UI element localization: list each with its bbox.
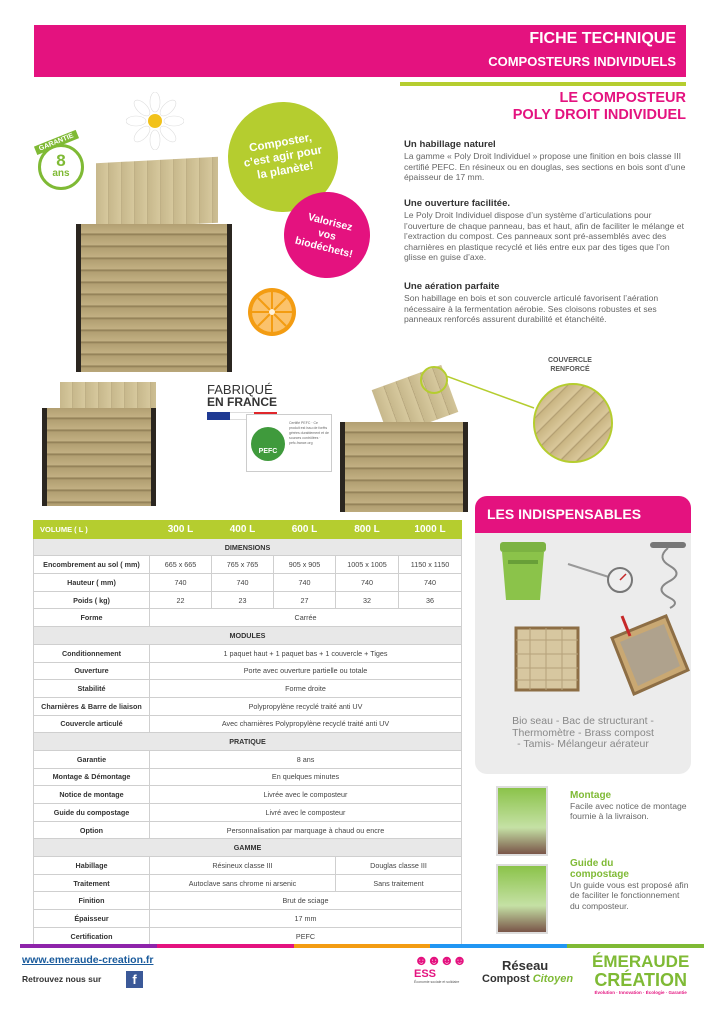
pefc-tree-icon: PEFC [251,427,285,461]
cell: 1 paquet haut + 1 paquet bas + 1 couvercle + Tiges [150,644,462,662]
section-row [34,627,462,645]
row-label: Hauteur ( mm) [34,574,150,592]
row-label: Ouverture [34,662,150,680]
feature-aeration [404,282,688,325]
row-label: Finition [34,892,150,910]
volume-value: 600 L [274,521,336,539]
table-row [34,697,462,715]
zoom-label [548,356,592,374]
cell: 740 [150,574,212,592]
cell: Sans traitement [336,874,462,892]
emeraude-line2: CRÉATION [594,970,687,990]
compost-mixer-icon [640,540,690,610]
ess-subtitle: Économie sociale et solidaire [414,980,460,984]
cell: 17 mm [150,910,462,928]
cell: Avec charnières Polypropylène recyclé traité anti UV [150,715,462,733]
table-row [34,715,462,733]
cell: Porte avec ouverture partielle ou totale [150,662,462,680]
row-label: Garantie [34,750,150,768]
zoom-source-circle [420,366,448,394]
zoom-label-line1: COUVERCLE [548,357,592,364]
row-label: Traitement [34,874,150,892]
table-row [34,556,462,574]
table-row [34,786,462,804]
cell: 740 [336,574,399,592]
cell: 1150 x 1150 [399,556,462,574]
zoom-connector-line [446,372,538,412]
row-label: Certification [34,927,150,945]
row-label: Charnières & Barre de liaison [34,697,150,715]
composter-body [340,422,468,512]
follow-label: Retrouvez nous sur [22,974,102,984]
feature-title: Un habillage naturel [404,139,496,150]
items-line: Bio seau - Bac de structurant - [512,715,654,727]
reseau-line1: Réseau [502,958,549,973]
feature-title: Une aération parfaite [404,281,500,292]
guide-title-line1: Guide du [570,858,614,869]
table-row [34,768,462,786]
cell: 22 [150,591,212,609]
people-figures-icon: ☻☻☻☻ [414,952,465,968]
montage-text: Facile avec notice de montage fournie à la livraison. [570,801,687,822]
cell: Livrée avec le composteur [150,786,462,804]
reseau-compost-logo [482,958,573,985]
cell: Autoclave sans chrome ni arsenic [150,874,336,892]
structurant-bin-icon [510,620,584,696]
section-title: DIMENSIONS [34,538,462,556]
guide-booklet-image [496,864,548,934]
guide-title-line2: compostage [570,869,629,880]
section-row [34,839,462,857]
guide-text: Un guide vous est proposé afin de faciliter le fonctionnement du composteur. [570,880,689,911]
cell: 27 [274,591,336,609]
table-row [34,609,462,627]
table-row [34,591,462,609]
composter-body [42,408,156,506]
pefc-text: Certifié PEFC · Ce produit est issu de forêts gérées durablement et de sources contrôlées · pefc-france.org [289,421,329,445]
montage-title: Montage [570,790,612,801]
cell: Résineux classe III [150,857,336,875]
table-row [34,821,462,839]
table-row [34,574,462,592]
fabrique-line1: FABRIQUÉ [207,382,273,397]
volume-value: 400 L [212,521,274,539]
row-label: Option [34,821,150,839]
volume-value: 800 L [336,521,399,539]
section-row [34,538,462,556]
table-row [34,874,462,892]
pefc-label [246,414,332,472]
orange-slice-icon [247,287,297,337]
emeraude-line1: ÉMERAUDE [592,952,690,971]
table-row [34,750,462,768]
feature-title: Une ouverture facilitée. [404,198,511,209]
facebook-icon[interactable]: f [126,971,143,988]
daisy-flower-icon [126,92,184,150]
composter-body [76,224,232,372]
montage-booklet-image [496,786,548,856]
feature-text: Son habillage en bois et son couvercle articulé favorisent l’aération nécessaire à la fermentation aérobie. Ses cloisons robustes et ses panneaux renforcés assurent durabilité et étanchéité. [404,293,659,325]
cell: En quelques minutes [150,768,462,786]
table-row [34,857,462,875]
zoom-detail-circle [533,383,613,463]
slogan-text: Composter, c’est agir pour la planète! [242,131,324,182]
items-line: - Tamis- Mélangeur aérateur [517,738,649,750]
section-title: MODULES [34,627,462,645]
cell: 23 [212,591,274,609]
footer-color-bar [20,944,704,948]
website-link[interactable]: www.emeraude-creation.fr [22,954,154,966]
header-band [34,25,686,77]
cell: 905 x 905 [274,556,336,574]
cell: 740 [399,574,462,592]
cell: Brut de sciage [150,892,462,910]
row-label: Stabilité [34,680,150,698]
section-title: GAMME [34,839,462,857]
cell: PEFC [150,927,462,945]
table-row [34,662,462,680]
table-row [34,680,462,698]
fabrique-line2: EN FRANCE [207,395,278,409]
header-title: FICHE TECHNIQUE [529,30,676,47]
cell: Forme droite [150,680,462,698]
table-row [34,927,462,945]
row-label: Montage & Démontage [34,768,150,786]
cell: Douglas classe III [336,857,462,875]
spec-table [33,520,462,946]
indispensables-title: LES INDISPENSABLES [475,496,691,533]
product-title-line1: LE COMPOSTEUR [559,90,686,106]
cell: 765 x 765 [212,556,274,574]
volume-value: 300 L [150,521,212,539]
reseau-compost-word: Compost [482,973,530,985]
row-label: Habillage [34,857,150,875]
indispensables-items [480,716,686,751]
row-label: Guide du compostage [34,804,150,822]
row-label: Épaisseur [34,910,150,928]
cell: 665 x 665 [150,556,212,574]
cell: 32 [336,591,399,609]
cell: 1005 x 1005 [336,556,399,574]
row-label: Encombrement au sol ( mm) [34,556,150,574]
row-label: Notice de montage [34,786,150,804]
valorisez-text: Valorisez vos biodéchets! [293,210,355,261]
feature-ouverture [404,199,688,262]
feature-habillage [404,140,688,183]
cell: 36 [399,591,462,609]
product-title-line2: POLY DROIT INDIVIDUEL [512,107,686,123]
sieve-icon [608,608,692,702]
montage-info [570,790,690,822]
cell: Livré avec le composteur [150,804,462,822]
composter-lid [96,157,218,229]
items-line: Thermomètre - Brass compost [512,726,654,739]
table-row [34,910,462,928]
reseau-line2 [482,973,573,985]
feature-text: La gamme « Poly Droit Individuel » propose une finition en bois classe III certifié PEFC. En résineux ou en douglas, ses sections en bois sont d’une épaisseur de 17 mm. [404,151,686,183]
reseau-citoyen-word: Citoyen [532,973,574,985]
cell: Personnalisation par marquage à chaud ou encre [150,821,462,839]
table-row [34,804,462,822]
section-title: PRATIQUE [34,733,462,751]
cell: 740 [212,574,274,592]
cell: Polypropylène recyclé traité anti UV [150,697,462,715]
composter-photo-main [76,160,232,372]
composter-photo-small [42,382,160,506]
emeraude-creation-logo [592,953,689,996]
feature-text: Le Poly Droit Individuel dispose d’un système d’articulations pour l’ouverture de chaque panneau, bas et haut, afin de faciliter le mélange et l’extraction du compost. Ces panneaux sont pré-assemblés avec des charnières en plastique recyclé et liés entre eux par des tiges que l’on glisse en guise d’axe. [404,210,684,263]
volume-value: 1000 L [399,521,462,539]
cell: 740 [274,574,336,592]
cell: Carrée [150,609,462,627]
row-label: Forme [34,609,150,627]
guide-info [570,858,690,911]
garantie-unit: ans [52,168,70,179]
title-divider [400,82,686,86]
row-label: Poids ( kg) [34,591,150,609]
header-subtitle: COMPOSTEURS INDIVIDUELS [488,54,676,69]
emeraude-tagline: Évolution · Innovation · Écologie · Garantie [594,990,687,995]
zoom-label-line2: RENFORCÉ [550,366,590,373]
table-row [34,892,462,910]
ess-logo [414,952,484,1000]
volume-row [34,521,462,539]
garantie-number: 8 [56,151,66,170]
volume-label: VOLUME ( L ) [34,521,150,539]
thermometer-icon [566,556,638,596]
garantie-ribbon: GARANTIE [34,130,79,155]
table-row [34,644,462,662]
ess-label: ESS [414,968,437,980]
row-label: Conditionnement [34,644,150,662]
row-label: Couvercle articulé [34,715,150,733]
cell: 8 ans [150,750,462,768]
bio-bucket-icon [496,540,550,602]
product-title [513,90,686,124]
section-row [34,733,462,751]
